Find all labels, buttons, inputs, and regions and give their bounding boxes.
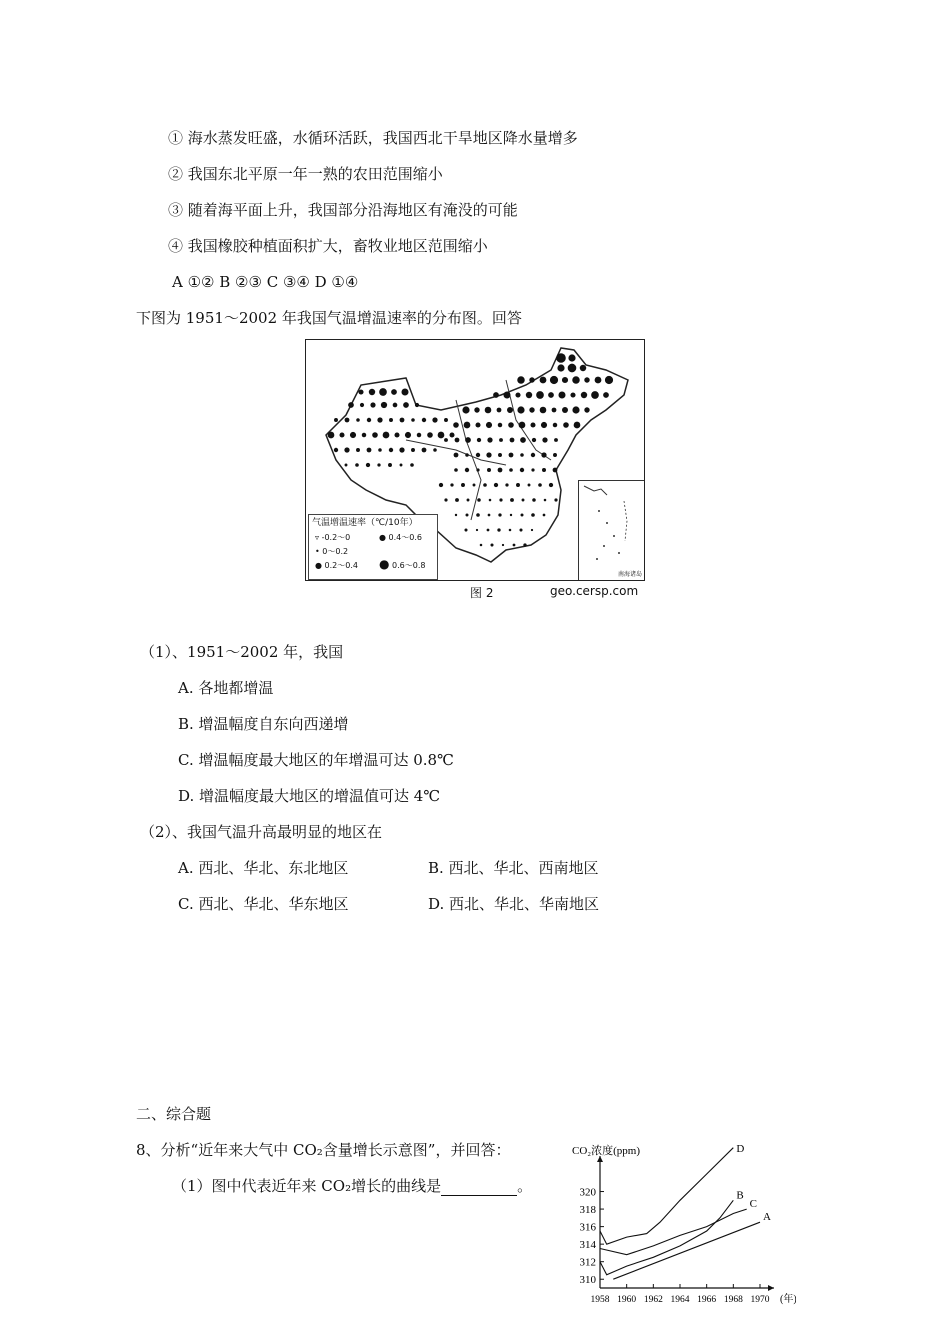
warming-rate-dot — [487, 437, 492, 442]
q8-stem: 8、分析“近年来大气中 CO₂含量增长示意图”，并回答： — [136, 1141, 511, 1159]
warming-rate-dot — [432, 417, 437, 422]
y-tick-label: 318 — [579, 1204, 596, 1217]
warming-rate-dot — [486, 452, 491, 457]
inset-label: 南海诸岛 — [617, 571, 642, 578]
q8-part1-text: （1）图中代表近年来 CO₂增长的曲线是 — [172, 1177, 442, 1195]
warming-rate-dot — [502, 544, 504, 546]
warming-rate-dot — [411, 418, 415, 422]
warming-rate-dot — [574, 422, 581, 429]
warming-rate-dot — [455, 438, 460, 443]
warming-rate-dot — [510, 514, 512, 516]
warming-rate-dot — [477, 498, 481, 502]
warming-rate-dot — [572, 376, 579, 383]
warming-rate-dot — [568, 364, 577, 373]
warming-rate-dot — [464, 422, 471, 429]
warming-rate-dot — [389, 418, 393, 422]
figure-source: geo.cersp.com — [550, 584, 639, 598]
section-title: 二、综合题 — [136, 1105, 212, 1123]
warming-rate-dot — [591, 391, 599, 399]
warming-rate-dot — [356, 448, 360, 452]
option-3: ③ 随着海平面上升，我国部分沿海地区有淹没的可能 — [168, 201, 518, 219]
warming-rate-dot — [464, 528, 467, 531]
q2-option-c: C. 西北、华北、华东地区 — [178, 895, 349, 913]
warming-rate-dot — [422, 418, 426, 422]
warming-rate-dot — [400, 418, 405, 423]
warming-rate-dot — [400, 464, 403, 467]
warming-rate-dot — [540, 407, 547, 414]
warming-rate-dot — [355, 463, 359, 467]
warming-rate-dot — [487, 468, 491, 472]
warming-rate-dot — [461, 483, 465, 487]
x-axis-arrow — [768, 1285, 774, 1291]
warming-rate-dot — [520, 468, 524, 472]
warming-rate-dot — [438, 432, 445, 439]
warming-rate-dot — [345, 464, 348, 467]
q1-option-d: D. 增温幅度最大地区的增温值可达 4℃ — [178, 787, 441, 805]
y-tick-label: 314 — [579, 1239, 596, 1252]
warming-rate-dot — [562, 407, 568, 413]
warming-rate-dot — [497, 528, 500, 531]
warming-rate-dot — [367, 418, 371, 422]
legend-item-neg: ▿ -0.2～0 — [315, 533, 351, 542]
legend-item-max: ● 0.6～0.8 — [379, 557, 426, 571]
warming-rate-dot — [580, 365, 586, 371]
warming-rate-dot — [563, 422, 569, 428]
warming-rate-dot — [553, 453, 557, 457]
warming-rate-dot — [605, 376, 613, 384]
q1-option-a: A. 各地都增温 — [178, 679, 274, 697]
q8-part1: （1）图中代表近年来 CO₂增长的曲线是 。 — [172, 1177, 533, 1195]
warming-rate-dot — [603, 392, 609, 398]
warming-rate-dot — [411, 448, 415, 452]
series-label-d: D — [736, 1143, 745, 1155]
warming-rate-dot — [345, 418, 350, 423]
warming-rate-dot — [544, 499, 547, 502]
warming-rate-dot — [473, 484, 476, 487]
answer-blank[interactable] — [441, 1179, 517, 1196]
warming-rate-dot — [454, 453, 459, 458]
warming-rate-dot — [410, 463, 414, 467]
warming-rate-dot — [498, 468, 503, 473]
warming-rate-dot — [554, 498, 557, 501]
warming-rate-dot — [454, 468, 458, 472]
x-tick-label: 1968 — [723, 1295, 743, 1305]
warming-rate-dot — [348, 402, 354, 408]
warming-rate-dot — [510, 498, 514, 502]
warming-rate-dot — [517, 376, 524, 383]
warming-rate-dot — [405, 432, 411, 438]
q2-option-a: A. 西北、华北、东北地区 — [178, 859, 349, 877]
warming-rate-dot — [487, 529, 490, 532]
china-warming-map — [305, 339, 645, 581]
warming-rate-dot — [531, 513, 535, 517]
warming-rate-dot — [334, 448, 338, 452]
warming-rate-dot — [415, 403, 419, 407]
warming-rate-dot — [466, 514, 469, 517]
warming-rate-dot — [550, 376, 558, 384]
warming-rate-dot — [444, 438, 448, 442]
y-tick-label: 312 — [579, 1256, 596, 1269]
y-tick-label: 320 — [579, 1186, 596, 1199]
warming-rate-dot — [350, 432, 356, 438]
q2-option-d: D. 西北、华北、华南地区 — [428, 895, 600, 913]
warming-rate-dot — [328, 432, 335, 439]
warming-rate-dot — [520, 437, 526, 443]
answer-choices: A ①② B ②③ C ③④ D ①④ — [172, 273, 359, 291]
warming-rate-dot — [477, 438, 481, 442]
warming-rate-dot — [433, 448, 437, 452]
warming-rate-dot — [529, 407, 534, 412]
warming-rate-dot — [493, 392, 499, 398]
warming-rate-dot — [476, 513, 480, 517]
warming-rate-dot — [476, 468, 479, 471]
warming-rate-dot — [509, 529, 512, 532]
warming-rate-dot — [529, 377, 534, 382]
figure-caption: 图 2 — [470, 586, 494, 600]
series-line-d — [600, 1148, 733, 1245]
warming-rate-dot — [399, 447, 404, 452]
warming-rate-dot — [523, 543, 526, 546]
series-line-a — [613, 1222, 760, 1279]
series-label-a: A — [763, 1211, 771, 1224]
warming-rate-dot — [515, 392, 520, 397]
warming-rate-dot — [391, 389, 397, 395]
inset-islands — [579, 481, 644, 580]
legend-item-mid: ● 0.2～0.4 — [315, 561, 358, 570]
warming-rate-dot — [388, 463, 392, 467]
warming-rate-dot — [497, 408, 502, 413]
warming-rate-dot — [505, 483, 508, 486]
warming-rate-dot — [570, 392, 575, 397]
warming-rate-dot — [531, 453, 535, 457]
warming-rate-dot — [572, 406, 579, 413]
warming-rate-dot — [521, 514, 524, 517]
warming-rate-dot — [548, 392, 554, 398]
warming-rate-dot — [465, 437, 471, 443]
warming-rate-dot — [538, 483, 542, 487]
warming-rate-dot — [532, 498, 536, 502]
warming-rate-dot — [453, 422, 459, 428]
warming-rate-dot — [383, 432, 390, 439]
legend-item-high: ● 0.4～0.6 — [379, 533, 422, 542]
warming-rate-dot — [465, 453, 469, 457]
south-china-sea-inset — [578, 480, 644, 580]
q2-stem: （2）、我国气温升高最明显的地区在 — [140, 823, 383, 841]
warming-rate-dot — [562, 377, 568, 383]
warming-rate-dot — [462, 406, 469, 413]
warming-rate-dot — [486, 422, 492, 428]
warming-rate-dot — [467, 499, 470, 502]
warming-rate-dot — [531, 529, 533, 531]
x-tick-label: 1962 — [643, 1295, 663, 1305]
warming-rate-dot — [356, 418, 360, 422]
warming-rate-dot — [541, 422, 547, 428]
q1-option-c: C. 增温幅度最大地区的年增温可达 0.8℃ — [178, 751, 454, 769]
co2-chart — [566, 1140, 796, 1310]
warming-rate-dot — [554, 438, 558, 442]
series-line-c — [600, 1209, 747, 1255]
y-tick-label: 316 — [579, 1221, 596, 1234]
warming-rate-dot — [517, 406, 524, 413]
co2-chart-svg — [566, 1140, 796, 1310]
warming-rate-dot — [519, 422, 526, 429]
map-legend — [308, 514, 438, 580]
warming-rate-dot — [499, 438, 503, 442]
y-axis-label: CO₂浓度(ppm) — [572, 1145, 640, 1157]
warming-rate-dot — [367, 448, 372, 453]
warming-rate-dot — [528, 484, 531, 487]
warming-rate-dot — [498, 423, 502, 427]
warming-rate-dot — [498, 453, 502, 457]
legend-title: 气温增温速率（℃/10年） — [312, 518, 418, 528]
legend-item-low: • 0～0.2 — [315, 547, 349, 556]
warming-rate-dot — [362, 433, 366, 437]
warming-rate-dot — [542, 437, 547, 442]
option-1: ① 海水蒸发旺盛，水循环活跃，我国西北干旱地区降水量增多 — [168, 129, 578, 147]
warming-rate-dot — [381, 402, 387, 408]
warming-rate-dot — [542, 468, 546, 472]
warming-rate-dot — [358, 389, 363, 394]
warming-rate-dot — [401, 388, 408, 395]
warming-rate-dot — [465, 468, 469, 472]
warming-rate-dot — [339, 432, 344, 437]
warming-rate-dot — [568, 354, 575, 361]
warming-rate-dot — [476, 529, 478, 531]
warming-rate-dot — [488, 514, 491, 517]
warming-rate-dot — [439, 483, 443, 487]
warming-rate-dot — [474, 407, 479, 412]
warming-rate-dot — [584, 407, 589, 412]
warming-rate-dot — [543, 514, 546, 517]
q1-option-b: B. 增温幅度自东向西递增 — [178, 715, 349, 733]
warming-rate-dot — [549, 483, 553, 487]
warming-rate-dot — [558, 391, 565, 398]
x-axis-label: (年) — [780, 1294, 796, 1305]
option-2: ② 我国东北平原一年一熟的农田范围缩小 — [168, 165, 443, 183]
warming-rate-dot — [444, 418, 448, 422]
warming-rate-dot — [476, 453, 480, 457]
warming-rate-dot — [450, 483, 453, 486]
x-tick-label: 1960 — [617, 1295, 637, 1305]
warming-rate-dot — [377, 417, 382, 422]
warming-rate-dot — [522, 499, 525, 502]
option-4: ④ 我国橡胶种植面积扩大，畜牧业地区范围缩小 — [168, 237, 488, 255]
warming-rate-dot — [508, 422, 514, 428]
warming-rate-dot — [379, 388, 387, 396]
warming-rate-dot — [552, 408, 557, 413]
series-label-c: C — [749, 1198, 758, 1211]
warming-rate-dot — [553, 468, 558, 473]
q1-stem: （1）、1951～2002 年，我国 — [140, 643, 344, 661]
warming-rate-dot — [557, 364, 564, 371]
warming-rate-dot — [366, 463, 370, 467]
warming-rate-dot — [393, 403, 398, 408]
warming-rate-dot — [360, 403, 364, 407]
warming-rate-dot — [389, 448, 393, 452]
warming-rate-dot — [394, 432, 399, 437]
warming-rate-dot — [526, 392, 532, 398]
series-line-b — [600, 1200, 733, 1275]
warming-rate-dot — [490, 543, 493, 546]
warming-rate-dot — [444, 498, 447, 501]
y-tick-label: 310 — [579, 1274, 596, 1287]
warming-rate-dot — [519, 528, 522, 531]
warming-rate-dot — [556, 353, 566, 363]
x-tick-label: 1970 — [750, 1295, 770, 1305]
warming-rate-dot — [483, 483, 487, 487]
warming-rate-dot — [530, 422, 535, 427]
warming-rate-dot — [540, 377, 547, 384]
warming-rate-dot — [553, 423, 557, 427]
warming-rate-dot — [541, 452, 546, 457]
q2-option-b: B. 西北、华北、西南地区 — [428, 859, 599, 877]
warming-rate-dot — [531, 468, 534, 471]
warming-rate-dot — [449, 432, 454, 437]
warming-rate-dot — [422, 448, 427, 453]
warming-rate-dot — [503, 391, 510, 398]
warming-rate-dot — [509, 468, 513, 472]
warming-rate-dot — [377, 463, 380, 466]
x-tick-label: 1966 — [697, 1295, 717, 1305]
warming-rate-dot — [498, 513, 501, 516]
warming-rate-dot — [536, 391, 544, 399]
warming-rate-dot — [403, 402, 409, 408]
warming-rate-dot — [510, 438, 515, 443]
warming-rate-dot — [427, 432, 433, 438]
warming-rate-dot — [417, 433, 421, 437]
warming-rate-dot — [494, 483, 498, 487]
warming-rate-dot — [532, 438, 536, 442]
warming-rate-dot — [344, 447, 349, 452]
warming-rate-dot — [581, 392, 587, 398]
warming-rate-dot — [334, 418, 338, 422]
warming-rate-dot — [485, 407, 492, 414]
map-intro: 下图为 1951～2002 年我国气温增温速率的分布图。回答 — [136, 309, 522, 327]
warming-rate-dot — [513, 544, 516, 547]
warming-rate-dot — [372, 432, 378, 438]
warming-rate-dot — [584, 377, 589, 382]
warming-rate-dot — [369, 389, 375, 395]
x-tick-label: 1964 — [670, 1295, 690, 1305]
series-label-b: B — [736, 1189, 744, 1202]
warming-rate-dot — [595, 377, 602, 384]
warming-rate-dot — [475, 422, 480, 427]
warming-rate-dot — [370, 402, 375, 407]
warming-rate-dot — [378, 448, 382, 452]
x-tick-label: 1958 — [590, 1295, 610, 1305]
warming-rate-dot — [516, 483, 520, 487]
warming-rate-dot — [489, 499, 492, 502]
warming-rate-dot — [455, 514, 457, 516]
warming-rate-dot — [520, 453, 524, 457]
warming-rate-dot — [507, 407, 513, 413]
warming-rate-dot — [480, 544, 483, 547]
warming-rate-dot — [499, 498, 502, 501]
warming-rate-dot — [455, 498, 459, 502]
warming-rate-dot — [509, 453, 514, 458]
